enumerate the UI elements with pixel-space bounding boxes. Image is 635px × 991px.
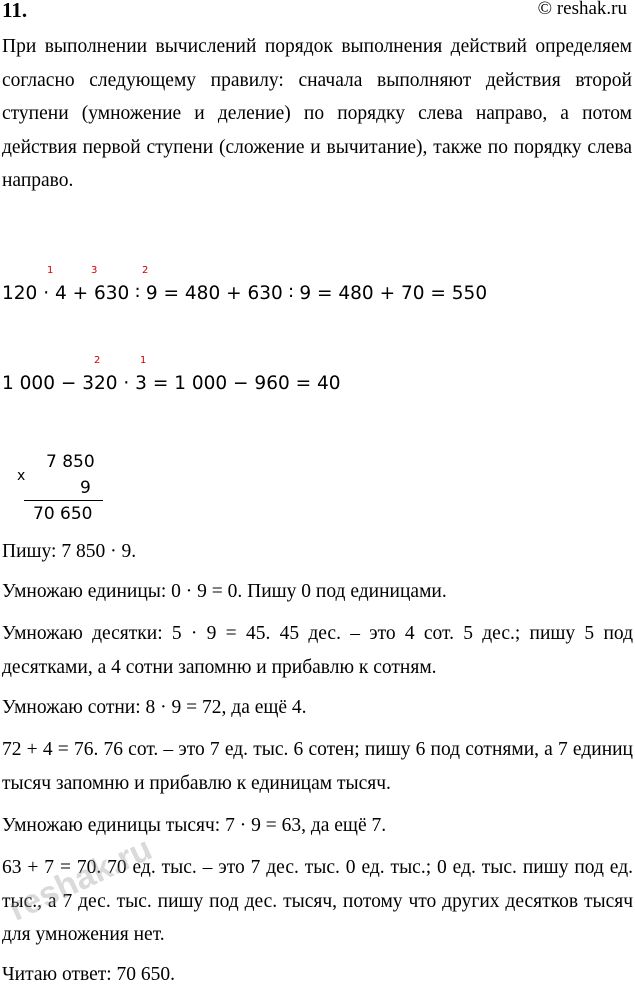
expression-1: 120 · 4 + 630 ∶ 9 = 480 + 630 ∶ 9 = 480 + 70 = 550	[2, 283, 488, 304]
order-mark: 2	[94, 355, 101, 366]
step-line: Пишу: 7 850 · 9.	[2, 541, 137, 562]
multiply-sign: x	[17, 468, 26, 484]
step-line: Умножаю сотни: 8 · 9 = 72, да ещё 4.	[2, 697, 307, 718]
step-line: 72 + 4 = 76. 76 сот. – это 7 ед. тыс. 6 сотен; пишу 6 под сотнями, а 7 единиц тысяч запомню и прибавлю к единицам тысяч.	[2, 739, 633, 794]
step-line: Умножаю десятки: 5 · 9 = 45. 45 дес. – это 4 сот. 5 дес.; пишу 5 под десятками, а 4 сотни запомню и прибавлю к сотням.	[2, 623, 633, 678]
order-mark: 1	[140, 355, 147, 366]
step-line: 63 + 7 = 70. 70 ед. тыс. – это 7 дес. тыс. 0 ед. тыс.; 0 ед. тыс. пишу под ед. тыс., а 7 дес. тыс. пишу под дес. тысяч, потому что других десятков тысяч для умножения нет.	[2, 857, 633, 945]
task-number: 11.	[2, 0, 28, 22]
order-mark: 2	[142, 265, 149, 276]
site-credit: © reshak.ru	[537, 0, 627, 19]
order-mark: 3	[91, 265, 98, 276]
column-result: 70 650	[33, 504, 93, 524]
step-line: Читаю ответ: 70 650.	[2, 964, 176, 985]
step-line: Умножаю единицы тысяч: 7 · 9 = 63, да ещё 7.	[2, 815, 387, 836]
order-mark: 1	[47, 265, 54, 276]
column-rule-line	[24, 500, 103, 501]
watermark: reshak.ru	[2, 829, 158, 929]
column-multiplier: 9	[80, 478, 91, 498]
step-line: Умножаю единицы: 0 · 9 = 0. Пишу 0 под единицами.	[2, 581, 447, 602]
rule-paragraph: При выполнении вычислений порядок выполнения действий определяем согласно следующему правилу: сначала выполняют действия второй ступени (умножение и деление) по порядку слева направо, а потом действия первой ступени (сложение и вычитание), также по порядку слева направо.	[2, 36, 632, 191]
expression-2: 1 000 − 320 · 3 = 1 000 − 960 = 40	[2, 373, 341, 394]
column-multiplicand: 7 850	[46, 452, 95, 472]
